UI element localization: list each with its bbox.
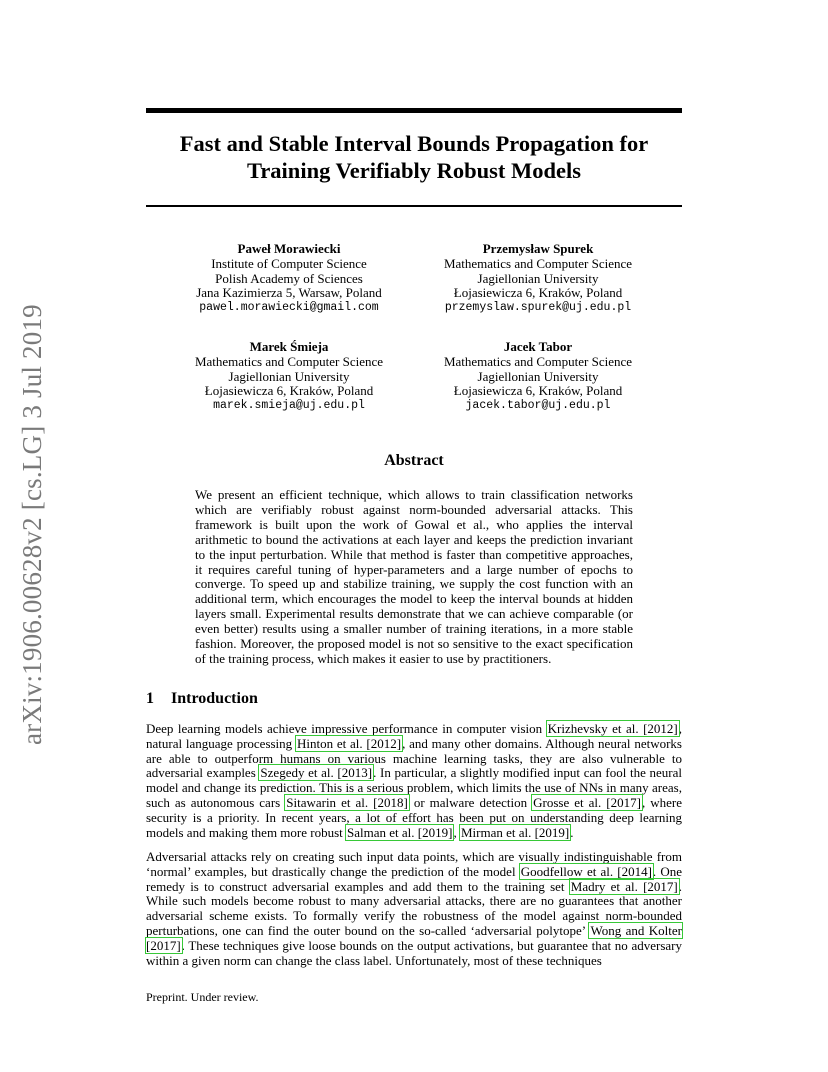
citation-link[interactable]: Wong and Kolter [2017] [146, 922, 682, 953]
author-affiliation: Jagiellonian University [477, 270, 599, 286]
paragraph-text: Adversarial attacks rely on creating such input data points, which are visually indistinguishable from ‘normal’ examples, but drastically change the prediction of the model [146, 849, 682, 879]
section-number: 1 [146, 690, 154, 707]
author-name: Paweł Morawiecki [237, 241, 341, 256]
citation-link[interactable]: Sitawarin et al. [2018] [286, 794, 408, 810]
paragraph-text: . These techniques give loose bounds on the output activations, but guarantee that no adversary within a given norm can change the class label. Unfortunately, most of these techniques [146, 937, 682, 968]
paper-title [146, 130, 682, 184]
section-heading [146, 690, 258, 708]
arxiv-stamp: arXiv:1906.00628v2 [cs.LG] 3 Jul 2019 [17, 304, 47, 745]
title-line-2: Training Verifiably Robust Models [246, 158, 581, 183]
author-address: Łojasiewicza 6, Kraków, Poland [453, 383, 623, 399]
abstract-text: We present an efficient technique, which allows to train classification networks which are verifiably robust against norm-bounded adversarial attacks. This framework is built upon the work of Gowal et al., who applies the interval arithmetic to bound the activations at each layer and keeps the prediction invariant to the input perturbation. While that method is faster than competitive approaches, it requires careful tuning of hyper-parameters and a large number of epochs to converge. To speed up and stabilize training, we supply the cost function with an additional term, which encourages the model to keep the interval bounds at hidden layers small. Experimental results demonstrate that we can achieve comparable (or even better) results using a smaller number of training iterations, in a more stable fashion. Moreover, the proposed model is not so sensitive to the exact specification of the training process, which makes it easier to use by practitioners. [195, 487, 633, 666]
author-affiliation: Mathematics and Computer Science [443, 255, 633, 271]
citation-link[interactable]: Krizhevsky et al. [2012] [547, 721, 678, 736]
title-top-rule [146, 108, 682, 113]
author-email: przemyslaw.spurek@uj.edu.pl [444, 301, 632, 315]
author-name: Jacek Tabor [503, 339, 573, 354]
author-email: jacek.tabor@uj.edu.pl [465, 399, 611, 413]
citation-link[interactable]: Mirman et al. [2019] [460, 824, 570, 840]
intro-paragraph-1 [146, 722, 682, 840]
author-block-1 [164, 242, 414, 316]
paragraph-text: . [570, 824, 574, 840]
paragraph-text: . In particular, a slightly modified input can fool the neural model and change its prediction. This is a serious problem, which limits the use of NNs in many areas, such as autonomous cars [146, 765, 682, 810]
author-affiliation: Mathematics and Computer Science [194, 353, 384, 369]
paragraph-text: , [453, 824, 460, 840]
author-address: Jana Kazimierza 5, Warsaw, Poland [196, 285, 382, 301]
citation-link[interactable]: Grosse et al. [2017] [533, 794, 641, 810]
author-block-2 [413, 242, 663, 316]
paragraph-text: . While such models become robust to many adversarial attacks, there are no guarantees that another adversarial scheme exists. To formally verify the robustness of the model against norm-bounded perturbations, one can find the outer bound on the so-called ‘adversarial polytope’ [146, 878, 682, 938]
paragraph-text: , where security is a priority. In recent years, a lot of effort has been put on understanding deep learning models and making them more robust [146, 794, 682, 840]
author-affiliation: Institute of Computer Science [211, 255, 367, 271]
paragraph-text: . One remedy is to construct adversarial examples and add them to the training set [146, 863, 682, 894]
author-affiliation: Mathematics and Computer Science [443, 353, 633, 369]
author-block-3 [164, 340, 414, 414]
author-email: pawel.morawiecki@gmail.com [199, 301, 379, 315]
paragraph-text: , and many other domains. Although neural networks are able to outperform humans on various machine learning tasks, they are also vulnerable to adversarial examples [146, 735, 682, 781]
citation-link[interactable]: Hinton et al. [2012] [296, 735, 402, 751]
author-block-4 [413, 340, 663, 414]
title-bottom-rule [146, 205, 682, 207]
paragraph-text: Deep learning models achieve impressive performance in computer vision [146, 721, 547, 736]
section-title: Introduction [171, 690, 258, 707]
author-affiliation: Jagiellonian University [477, 368, 599, 384]
abstract-heading: Abstract [384, 452, 444, 469]
author-name: Przemysław Spurek [482, 241, 594, 256]
footer-note: Preprint. Under review. [146, 990, 259, 1004]
author-address: Łojasiewicza 6, Kraków, Poland [453, 285, 623, 301]
citation-link[interactable]: Goodfellow et al. [2014] [520, 863, 652, 879]
author-affiliation: Polish Academy of Sciences [215, 270, 363, 286]
author-name: Marek Śmieja [249, 339, 329, 354]
citation-link[interactable]: Salman et al. [2019] [347, 824, 453, 840]
citation-link[interactable]: Madry et al. [2017] [570, 878, 678, 894]
paragraph-text: or malware detection [408, 794, 533, 810]
author-address: Łojasiewicza 6, Kraków, Poland [204, 383, 374, 399]
intro-paragraph-2 [146, 850, 682, 968]
paragraph-text: , natural language processing [146, 721, 682, 751]
title-line-1: Fast and Stable Interval Bounds Propagation for [179, 131, 649, 156]
author-email: marek.smieja@uj.edu.pl [213, 399, 365, 413]
citation-link[interactable]: Szegedy et al. [2013] [260, 765, 373, 781]
author-affiliation: Jagiellonian University [228, 368, 350, 384]
